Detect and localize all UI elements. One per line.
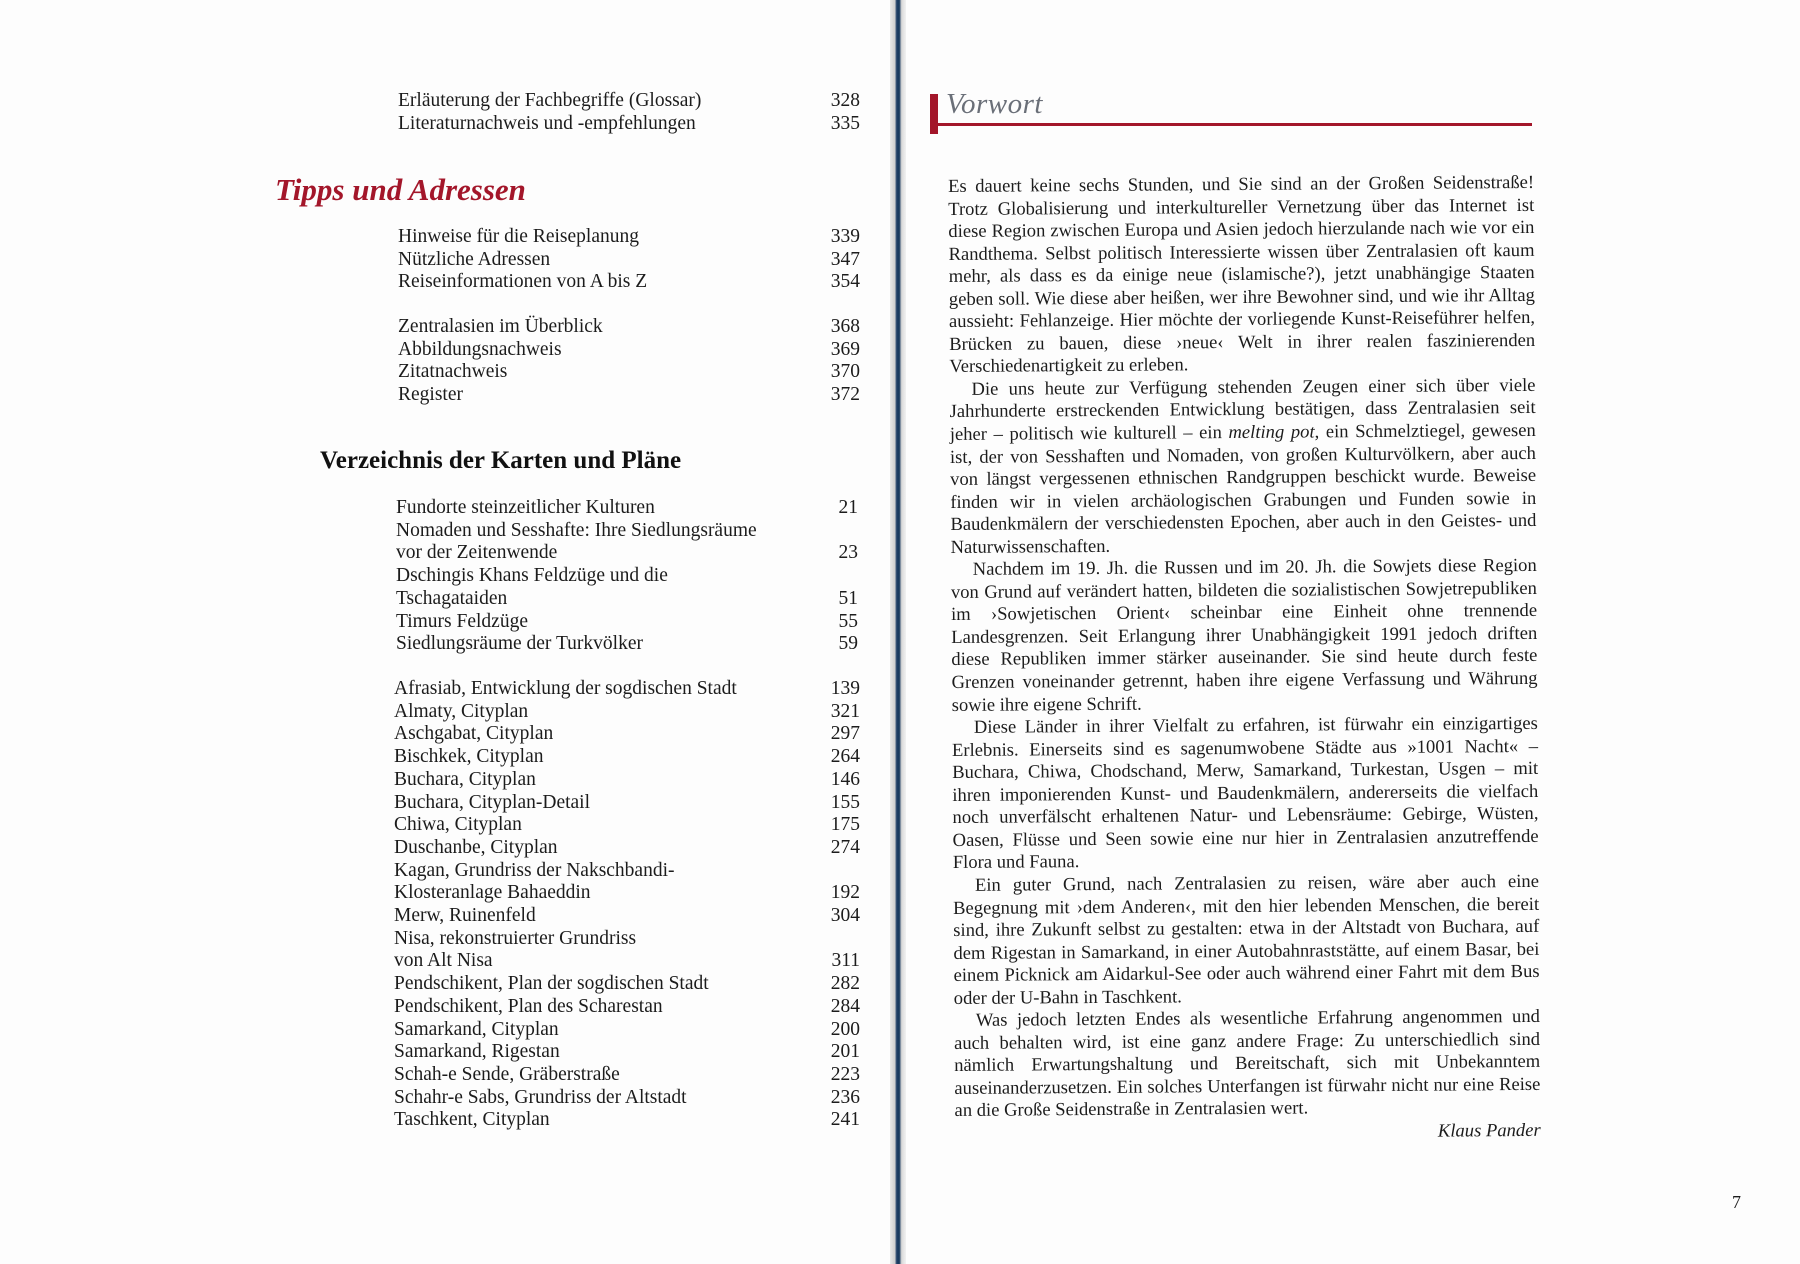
toc-entry-title: Bischkek, Cityplan (394, 746, 544, 768)
vorwort-title: Vorwort (946, 88, 1043, 120)
toc-entry (398, 271, 860, 294)
toc-entry (398, 249, 860, 272)
title-accent-bar (930, 94, 938, 134)
book-gutter (890, 0, 906, 1264)
toc-misc-group (398, 316, 860, 407)
left-page (0, 0, 890, 1264)
paragraph-5: Ein guter Grund, nach Zentralasien zu reisen, wäre aber auch eine Begegnung mit ›dem Anderen‹, mit den hier lebenden Menschen, die bereit sind, ihre Zukunft selbst zu gestalten: etwa in der Altstadt von Buchara, auf dem Rigestan in Samarkand, in einer Autobahnraststätte, auf einem Basar, bei einem Picknick am Aidarkul-See oder auch während einer Fahrt mit dem Bus oder der U-Bahn in Taschkent. (953, 870, 1540, 1009)
toc-entry (398, 226, 860, 249)
toc-entry-title: Schahr-e Sabs, Grundriss der Altstadt (394, 1086, 687, 1108)
toc-entry-page: 369 (830, 338, 860, 360)
toc-entry (396, 611, 858, 634)
toc-entry-page: 339 (830, 226, 860, 247)
toc-entry-title: Nomaden und Sesshafte: Ihre Siedlungsräume (396, 519, 757, 541)
toc-entry-title: Pendschikent, Plan der sogdischen Stadt (394, 973, 709, 995)
vorwort-text (948, 172, 1541, 1147)
toc-entry-title: Dschingis Khans Feldzüge und die (396, 565, 668, 587)
toc-entry (394, 860, 860, 883)
toc-entry (396, 497, 858, 520)
toc-entry (394, 769, 860, 792)
toc-entry-page: 321 (830, 700, 860, 722)
toc-entry (394, 1087, 860, 1110)
toc-entry-title: Reiseinformationen von A bis Z (398, 271, 648, 293)
toc-entry-page: 354 (830, 271, 860, 293)
toc-entry (394, 928, 860, 951)
toc-entry (396, 520, 858, 543)
toc-entry (394, 1109, 860, 1132)
toc-entry-page: 59 (838, 633, 858, 655)
toc-entry-title: Erläuterung der Fachbegriffe (Glossar) (398, 90, 702, 111)
toc-entry-page: 282 (830, 973, 860, 995)
toc-entry-title: Duschanbe, Cityplan (394, 836, 558, 858)
paragraph-3: Nachdem im 19. Jh. die Russen und im 20. Jh. die Sowjets diese Region von Grund auf verändert hatten, bildeten die sozialistischen Sowjetrepubliken im ›Sowjetischen Orient‹ scheinbar eine Einheit ohne trennende Landesgrenzen. Seit Erlangung ihrer Unabhängigkeit 1991 jedoch driften diese Republiken immer stärker auseinander. Sie sind heute durch feste Grenzen voneinander getrennt, haben ihre eigene Verfassung und Währung sowie ihre eigene Schrift. (950, 555, 1538, 716)
toc-entry (394, 837, 860, 860)
toc-entry (398, 316, 860, 339)
toc-entry (396, 633, 858, 656)
toc-entry (396, 588, 858, 611)
toc-entry (394, 746, 860, 769)
toc-entry-page: 347 (830, 248, 860, 270)
toc-entry (394, 1041, 860, 1064)
toc-entry-title: Timurs Feldzüge (396, 610, 528, 632)
toc-entry (398, 90, 860, 113)
toc-entry-title: vor der Zeitenwende (396, 542, 558, 564)
toc-entry (398, 361, 860, 384)
paragraph-2: Die uns heute zur Verfügung stehenden Zeugen einer sich über viele Jahrhunderte erstreckenden Entwicklung bestätigen, dass Zentralasien seit jeher – politisch wie kulturell – ein melting pot, ein Schmelztiegel, gewesen ist, der von Sesshaften und Nomaden, von großen Kulturvölkern, aber auch von längst vergessenen ethnischen Randgruppen beschickt wurde. Beweise finden wir in vielen archäologischen Grabungen und Funden sowie in Baudenkmälern der verschiedensten Epochen, aber auch in den Geistes- und Naturwissenschaften. (949, 374, 1537, 558)
toc-entry (394, 905, 860, 928)
toc-entry-title: Abbildungsnachweis (398, 338, 562, 360)
toc-entry-title: Pendschikent, Plan des Scharestan (394, 995, 663, 1017)
toc-entry-page: 274 (830, 836, 860, 858)
toc-entry-title: Chiwa, Cityplan (394, 814, 522, 836)
toc-entry (394, 792, 860, 815)
toc-entry-title: Klosteranlage Bahaeddin (394, 882, 591, 904)
paragraph-4: Diese Länder in ihrer Vielfalt zu erfahren, ist fürwahr ein einzigartiges Erlebnis. Einerseits sind es sagenumwobene Städte aus »1001 Nacht« – Buchara, Chiwa, Chodschand, Merw, Samarkand, Turkestan, Usgen – mit ihren imponierenden Kunst- und Baudenkmälern, andererseits die vielfach noch unverfälscht erhaltenen Natur- und Lebensräume: Gebirge, Wüsten, Oasen, Flüsse und Seen sowie eine nur hier in Zentralasien anzutreffende Flora und Fauna. (951, 713, 1539, 874)
title-rule (930, 123, 1532, 126)
toc-entry-title: Tschagataiden (396, 587, 508, 609)
toc-entry-page: 370 (830, 361, 860, 383)
toc-city-group (394, 678, 860, 1132)
toc-entry (398, 384, 860, 407)
toc-entry (394, 678, 860, 701)
toc-entry (398, 339, 860, 362)
toc-entry-page: 51 (838, 587, 858, 609)
toc-tips-group (398, 226, 860, 294)
toc-entry-title: Samarkand, Rigestan (394, 1041, 560, 1063)
toc-entry-page: 175 (830, 814, 860, 836)
toc-entry-page: 21 (838, 497, 858, 518)
toc-entry-page: 192 (830, 882, 860, 904)
toc-entry-title: Siedlungsräume der Turkvölker (396, 633, 643, 655)
author-signature: Klaus Pander (1437, 1119, 1541, 1142)
toc-entry-title: Buchara, Cityplan (394, 768, 536, 790)
toc-entry-page: 55 (838, 610, 858, 632)
toc-entry (394, 950, 860, 973)
toc-entry-title: Almaty, Cityplan (394, 700, 529, 722)
toc-entry (394, 882, 860, 905)
toc-top-group (398, 90, 860, 135)
paragraph-6: Was jedoch letzten Endes als wesentliche Erfahrung angenommen und auch behalten wird, ist eine ganz andere Frage: Zu unterschiedlich sind nämlich Erwartungshaltung und Bereitschaft, sich mit Unbekanntem auseinanderzusetzen. Ein solches Unterfangen ist fürwahr nicht nur eine Reise an die Große Seidenstraße in Zentralasien wert. (953, 1006, 1541, 1122)
toc-entry-title: Schah-e Sende, Gräberstraße (394, 1063, 620, 1085)
toc-maps-group (396, 497, 858, 656)
toc-entry-title: Samarkand, Cityplan (394, 1018, 559, 1040)
toc-entry-page: 368 (830, 316, 860, 337)
toc-entry-title: Afrasiab, Entwicklung der sogdischen Stadt (394, 678, 737, 699)
toc-entry-title: Merw, Ruinenfeld (394, 905, 536, 927)
toc-entry-title: von Alt Nisa (394, 950, 493, 972)
toc-entry-page: 335 (830, 112, 860, 134)
toc-entry-page: 241 (830, 1109, 860, 1131)
toc-entry-page: 200 (830, 1018, 860, 1040)
paragraph-1: Es dauert keine sechs Stunden, und Sie sind an der Großen Seidenstraße! Trotz Globalisierung und interkultureller Vernetzung über das Internet ist diese Region zwischen Europa und Asien jedoch hierzulande nach wie vor ein Randthema. Selbst politisch Interessierte wissen über Zentralasien oft kaum mehr, als dass es da einige neue (islamische?), jetzt unabhängige Staaten geben soll. Wie diese aber heißen, wer ihre Bewohner sind, und wie ihr Alltag aussieht: Fehlanzeige. Hier möchte der vorliegende Kunst-Reiseführer helfen, Brücken zu bauen, diese ›neue‹ Welt in ihrer realen faszinierenden Verschiedenartigkeit zu erleben. (948, 171, 1536, 378)
toc-entry-title: Nisa, rekonstruierter Grundriss (394, 927, 637, 949)
toc-entry-page: 297 (830, 723, 860, 745)
toc-entry-page: 284 (830, 995, 860, 1017)
toc-entry-page: 201 (830, 1041, 860, 1063)
toc-entry-page: 236 (830, 1086, 860, 1108)
toc-entry-title: Register (398, 384, 463, 406)
toc-entry (398, 113, 860, 136)
toc-entry-page: 311 (831, 950, 860, 972)
toc-entry-page: 146 (830, 768, 860, 790)
maps-heading: Verzeichnis der Karten und Pläne (320, 447, 682, 474)
page-number: 7 (1732, 1192, 1741, 1212)
toc-entry-title: Fundorte steinzeitlicher Kulturen (396, 497, 655, 518)
toc-entry-page: 264 (830, 746, 860, 768)
toc-entry-title: Zentralasien im Überblick (398, 316, 603, 337)
toc-entry-page: 372 (830, 384, 860, 406)
toc-entry-title: Buchara, Cityplan-Detail (394, 791, 591, 813)
toc-entry-page: 304 (830, 905, 860, 927)
toc-entry (396, 542, 858, 565)
toc-entry (394, 996, 860, 1019)
toc-entry (394, 973, 860, 996)
toc-entry-page: 139 (830, 678, 860, 699)
toc-entry (394, 1064, 860, 1087)
toc-entry (394, 1019, 860, 1042)
toc-entry (394, 723, 860, 746)
toc-entry-title: Literaturnachweis und -empfehlungen (398, 112, 696, 134)
tips-heading: Tipps und Adressen (275, 172, 526, 207)
toc-entry-page: 223 (830, 1063, 860, 1085)
toc-entry-page: 328 (830, 90, 860, 111)
toc-entry-title: Kagan, Grundriss der Nakschbandi- (394, 859, 675, 881)
toc-entry (396, 565, 858, 588)
toc-entry-title: Taschkent, Cityplan (394, 1109, 550, 1131)
toc-entry-title: Nützliche Adressen (398, 248, 551, 270)
toc-entry-page: 23 (838, 542, 858, 564)
toc-entry-page: 155 (830, 791, 860, 813)
toc-entry-title: Hinweise für die Reiseplanung (398, 226, 639, 247)
toc-entry (394, 814, 860, 837)
toc-entry (394, 701, 860, 724)
toc-entry-title: Aschgabat, Cityplan (394, 723, 554, 745)
toc-entry-title: Zitatnachweis (398, 361, 508, 383)
